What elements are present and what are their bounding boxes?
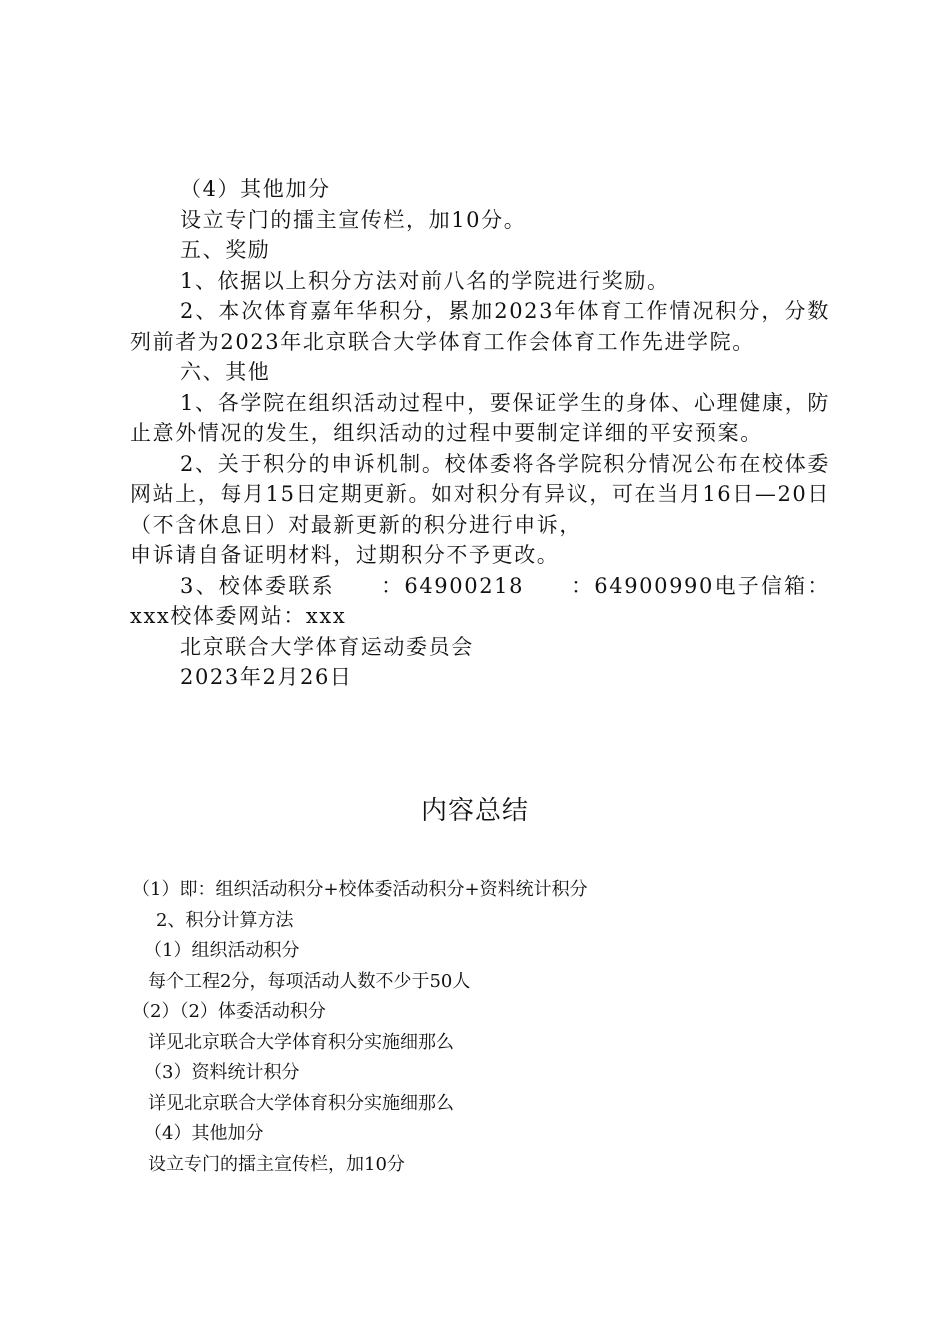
summary-line: （1）组织活动积分 — [144, 940, 300, 961]
summary-line: （3）资料统计积分 — [144, 1062, 300, 1083]
signature-date: 2023年2月26日 — [180, 665, 353, 689]
paragraph-reward-2: 2、本次体育嘉年华积分，累加2023年体育工作情况积分，分数列前者为2023年北京联合大学体育工作会体育工作先进学院。 — [130, 299, 830, 354]
summary-list — [132, 875, 832, 1180]
heading-rewards: 五、奖励 — [180, 238, 271, 262]
signature-organization: 北京联合大学体育运动委员会 — [180, 634, 474, 659]
summary-title: 内容总结 — [420, 796, 529, 826]
paragraph-other-1: 1、各学院在组织活动过程中，要保证学生的身体、心理健康，防止意外情况的发生，组织活动的过程中要制定详细的平安预案。 — [130, 390, 830, 445]
paragraph-contact: 3、校体委联系 ：64900218 ：64900990电子信箱：xxx校体委网站：xxx — [130, 573, 830, 628]
summary-line: （2）（2）体委活动积分 — [132, 1001, 326, 1022]
summary-line: 详见北京联合大学体育积分实施细那么 — [148, 1031, 454, 1053]
summary-line: 每个工程2分，每项活动人数不少于50人 — [148, 970, 471, 992]
document-body — [130, 174, 830, 693]
summary-line: 2、积分计算方法 — [156, 909, 294, 931]
summary-line: 详见北京联合大学体育积分实施细那么 — [148, 1092, 454, 1114]
paragraph-bonus-detail: 设立专门的擂主宣传栏，加10分。 — [180, 207, 527, 232]
heading-other-bonus: （4）其他加分 — [180, 177, 331, 201]
heading-other: 六、其他 — [180, 360, 271, 384]
summary-line: 设立专门的擂主宣传栏，加10分 — [148, 1153, 405, 1175]
paragraph-other-2-continued: 申诉请自备证明材料，过期积分不予更改。 — [130, 543, 560, 567]
paragraph-reward-1: 1、依据以上积分方法对前八名的学院进行奖励。 — [180, 268, 670, 293]
paragraph-other-2: 2、关于积分的申诉机制。校体委将各学院积分情况公布在校体委网站上，每月15日定期更新。如对积分有异议，可在当月16日—20日（不含休息日）对最新更新的积分进行申诉， — [130, 451, 830, 537]
summary-line: （4）其他加分 — [144, 1123, 264, 1144]
summary-line: （1）即：组织活动积分+校体委活动积分+资料统计积分 — [132, 879, 588, 900]
